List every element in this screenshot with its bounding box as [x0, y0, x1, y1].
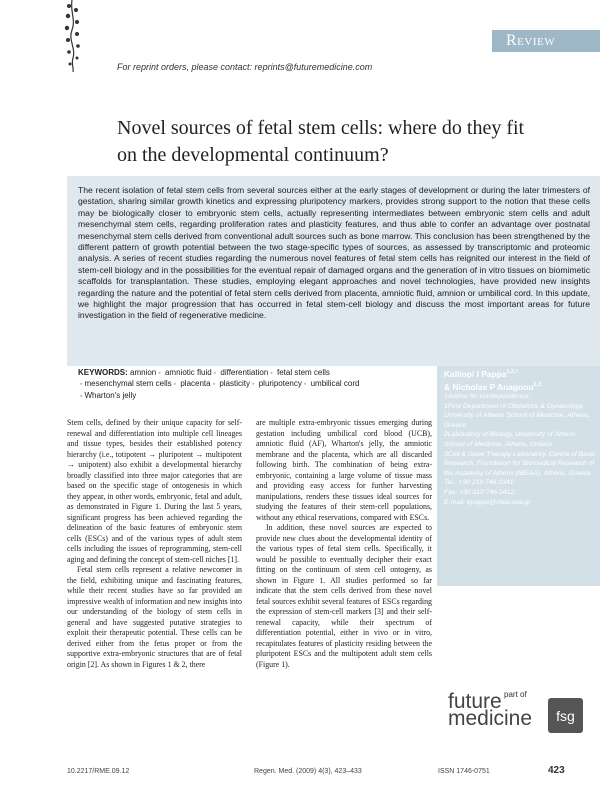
- keyword: pluripotency: [258, 379, 302, 389]
- author-1-sup: 1,2,†: [506, 369, 519, 375]
- part-of-label: part of: [504, 690, 527, 699]
- issn: ISSN 1746-0751: [438, 768, 490, 775]
- correspondence-label: †Author for correspondence:: [444, 393, 531, 400]
- fsg-logo-text: fsg: [556, 708, 575, 724]
- email: E-mail: kpappa@med.uoa.gr: [444, 498, 531, 506]
- body-column-1: [67, 418, 242, 670]
- keywords-list: KEYWORDS: amnion ▪ amniotic fluid ▪ differentiation ▪ fetal stem cells ▪ mesenchymal stem cells ▪ placenta ▪ plasticity ▪ pluripotency ▪ umbilical cord ▪ Wharton's jelly: [78, 368, 360, 400]
- keyword: amniotic fluid: [164, 368, 212, 377]
- keyword: amnion: [130, 368, 157, 377]
- reprint-notice: For reprint orders, please contact: reprints@futuremedicine.com: [117, 62, 373, 72]
- body-column-2: [256, 418, 432, 670]
- journal-citation: Regen. Med. (2009) 4(3), 423–433: [254, 768, 362, 775]
- body-paragraph: In addition, these novel sources are expected to provide new clues about the developmental identity of the various types of fetal stem cells. Specifically, it would be possible to eventually decipher their exact fitting on the continuum of stem cell ontogeny, as shown in Figure 1. All studies performed so far indicate that the stem cells derived from these novel fetal sources exhibit several features of ESCs regarding the expression of stem-cell markers [3] and their self-renewal capacity, while their spectrum of differentiation potential, either in vivo or in vitro, recapitulates features of plasticity residing between the pluripotent ESCs and the multipotent adult stem cells (Figure 1).: [256, 523, 432, 669]
- body-paragraph: are multiple extra-embryonic tissues emerging during gestation including umbilical cord blood (UCB), amniotic fluid (AF), Wharton's jelly, the amniotic membrane and the placenta, which are all discarded following birth. The combination of being extra-embryonic, containing a large volume of tissue mass and providing easy access for further harvesting manipulations, renders these tissues ideal sources for studying the features of their stem-cell populations, without any ethical reservations, compared with ESCs.: [256, 418, 432, 522]
- body-paragraph: Fetal stem cells represent a relative newcomer in the field, exhibiting unique and fascinating features, while their recent studies have so far provided an impressive wealth of information and new insights into our understanding of the biology of stem cells in general and have suggested putative strategies to exploit their therapeutic potential. These cells can be derived either from the fetus proper or from the supportive extra-embryonic structures that are of fetal origin [2]. As shown in Figures 1 & 2, there: [67, 565, 242, 669]
- future-medicine-logo: [448, 690, 533, 730]
- affiliation-2: 2Laboratory of Biology, University of Athens School of Medicine, Athens, Greece: [444, 431, 576, 448]
- fax: Fax: +30 210 746 2412;: [444, 488, 516, 496]
- affiliations: [444, 392, 596, 507]
- article-title: Novel sources of fetal stem cells: where do they fit on the developmental continuum?: [117, 117, 525, 166]
- decorative-vine-ornament: [58, 0, 98, 72]
- keyword: plasticity: [219, 379, 250, 389]
- section-label: Review: [506, 32, 556, 49]
- keyword: placenta: [180, 379, 211, 389]
- author-2-sup: 2,3: [533, 381, 542, 388]
- affiliation-1: 1First Department of Obstetrics & Gynecology, University of Athens School of Medicine, Athens, Greece: [444, 402, 591, 429]
- abstract-text: The recent isolation of fetal stem cells from several sources either at the early stages of development or during the later trimesters of gestation, sharing similar growth kinetics and expressing pluripotency markers, provides strong support to the notion that these cells may be biologically closer to embryonic stem cells, actually representing intermediates between embryonic stem cells and adult mesenchymal stem cells, regarding proliferation rates and plasticity features, and thus able to confer an advantage over postnatal mesenchymal stem cells derived from conventional adult sources such as bone marrow. This conclusion has been strengthened by the different pattern of growth potential between the two stage-specific types of sources, as assessed by transcriptomic and proteomic analysis. A series of recent studies regarding the numerous novel features of fetal stem cells has reignited our interest in the field of stem-cell biology and in the possibilities for the eventual repair of damaged organs and the generation of in vitro tissues on biomimetic scaffolds for transplantation. These studies, employing elegant approaches and novel technologies, have provided new insights regarding the nature and the potential of fetal stem cells derived from placenta, amniotic fluid, amnion or umbilical cord. In this update, we highlight the major progression that has occurred in fetal stem-cell biology and discuss the most important areas for future investigation in the field of regenerative medicine.: [78, 185, 590, 321]
- keyword: differentiation: [220, 368, 269, 377]
- page-number: 423: [548, 765, 565, 776]
- author-names: [444, 367, 594, 393]
- body-paragraph: Stem cells, defined by their unique capacity for self-renewal and differentiation into multiple cell lineages and tissue types, besides their established potency hierarchy (i.e., totipotent → pluripotent → multipotent → unipotent) also exhibit a developmental hierarchy broadly classified into three major categories that are based on the specific stage of ontogenesis in which they appear, in other words, embryonic, fetal and adult, as demonstrated in Figure 1. During the last 5 years, significant progress has been achieved regarding the delineation of the basic features of embryonic stem cells (ESCs) and of the various types of adult stem cells including the issues of reprogramming, stem-cell aging and defining the concept of stem-cell niches [1].: [67, 418, 242, 564]
- ampersand: &: [444, 381, 451, 392]
- author-2: Nicholas P Anagnou: [452, 381, 534, 392]
- keyword: umbilical cord: [310, 379, 360, 389]
- keywords-label: KEYWORDS:: [78, 368, 128, 377]
- affiliation-3: 3Cell & Gene Therapy Laboratory, Centre of Basic Research, Foundation for Biomedical Research of the Academy of Athens (IBEAA), Athens, Greece: [444, 450, 596, 477]
- keyword: Wharton's jelly: [84, 390, 137, 400]
- telephone: Tel.: +30 210 746 2341;: [444, 479, 516, 487]
- keyword: fetal stem cells: [277, 368, 330, 377]
- logo-future: future: [448, 690, 502, 713]
- doi: 10.2217/RME.09.12: [67, 768, 130, 775]
- fsg-logo: [548, 698, 583, 733]
- author-1: Kalliopi I Pappa: [444, 368, 507, 379]
- keyword: mesenchymal stem cells: [84, 379, 172, 389]
- logo-medicine: medicine: [448, 707, 533, 730]
